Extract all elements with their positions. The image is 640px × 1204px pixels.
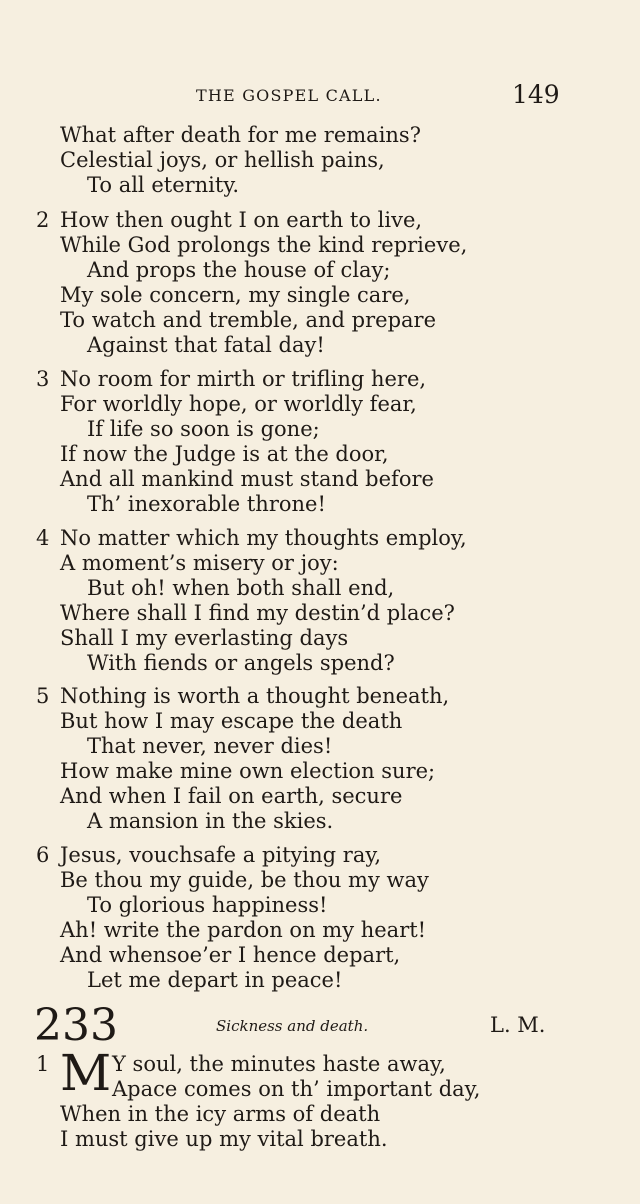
hymn-subject: Sickness and death. [216, 1017, 369, 1035]
verse-line: If life so soon is gone; [87, 417, 320, 441]
verse-line: A moment’s misery or joy: [60, 551, 339, 575]
verse-line: Apace comes on th’ important day, [112, 1077, 481, 1101]
verse-line: And whensoe’er I hence depart, [60, 943, 401, 967]
verse-line: For worldly hope, or worldly fear, [60, 392, 417, 416]
verse-line: And all mankind must stand before [60, 467, 434, 491]
verse-line: Celestial joys, or hellish pains, [60, 148, 385, 172]
verse-line: Where shall I find my destin’d place? [60, 601, 455, 625]
verse-line: With fiends or angels spend? [87, 651, 395, 675]
verse-line: That never, never dies! [87, 734, 333, 758]
stanza-number: 3 [36, 367, 50, 391]
verse-line: Y soul, the minutes haste away, [112, 1052, 446, 1076]
verse-line: How then ought I on earth to live, [60, 208, 423, 232]
verse-line: Jesus, vouchsafe a pitying ray, [60, 843, 382, 867]
stanza-number: 6 [36, 843, 50, 867]
verse-line: When in the icy arms of death [60, 1102, 381, 1126]
verse-line: My sole concern, my single care, [60, 283, 411, 307]
verse-line: To all eternity. [87, 173, 240, 197]
verse-line: While God prolongs the kind reprieve, [60, 233, 468, 257]
verse-line: Nothing is worth a thought beneath, [60, 684, 450, 708]
verse-line: Th’ inexorable throne! [87, 492, 326, 516]
verse-line: And props the house of clay; [87, 258, 391, 282]
verse-line: And when I fail on earth, secure [60, 784, 403, 808]
verse-line: If now the Judge is at the door, [60, 442, 389, 466]
verse-line: Shall I my everlasting days [60, 626, 349, 650]
verse-line: Be thou my guide, be thou my way [60, 868, 429, 892]
stanza-number: 5 [36, 684, 50, 708]
verse-line: But oh! when both shall end, [87, 576, 395, 600]
running-head: THE GOSPEL CALL. [196, 86, 382, 105]
verse-line: Against that fatal day! [87, 333, 325, 357]
verse-line: To watch and tremble, and prepare [60, 308, 437, 332]
verse-line: To glorious happiness! [87, 893, 328, 917]
verse-line: No room for mirth or trifling here, [60, 367, 427, 391]
stanza-number: 2 [36, 208, 50, 232]
verse-line: I must give up my vital breath. [60, 1127, 388, 1151]
verse-line: But how I may escape the death [60, 709, 403, 733]
hymn-number: 233 [34, 1000, 118, 1051]
verse-line: What after death for me remains? [60, 123, 421, 147]
page-number: 149 [512, 80, 560, 109]
verse-line: How make mine own election sure; [60, 759, 436, 783]
verse-line: Ah! write the pardon on my heart! [60, 918, 427, 942]
stanza-number: 1 [36, 1052, 50, 1076]
verse-line: A mansion in the skies. [87, 809, 334, 833]
verse-line: Let me depart in peace! [87, 968, 343, 992]
hymn-meter: L. M. [490, 1013, 546, 1037]
verse-line: No matter which my thoughts employ, [60, 526, 467, 550]
stanza-number: 4 [36, 526, 50, 550]
drop-cap: M [60, 1044, 112, 1102]
